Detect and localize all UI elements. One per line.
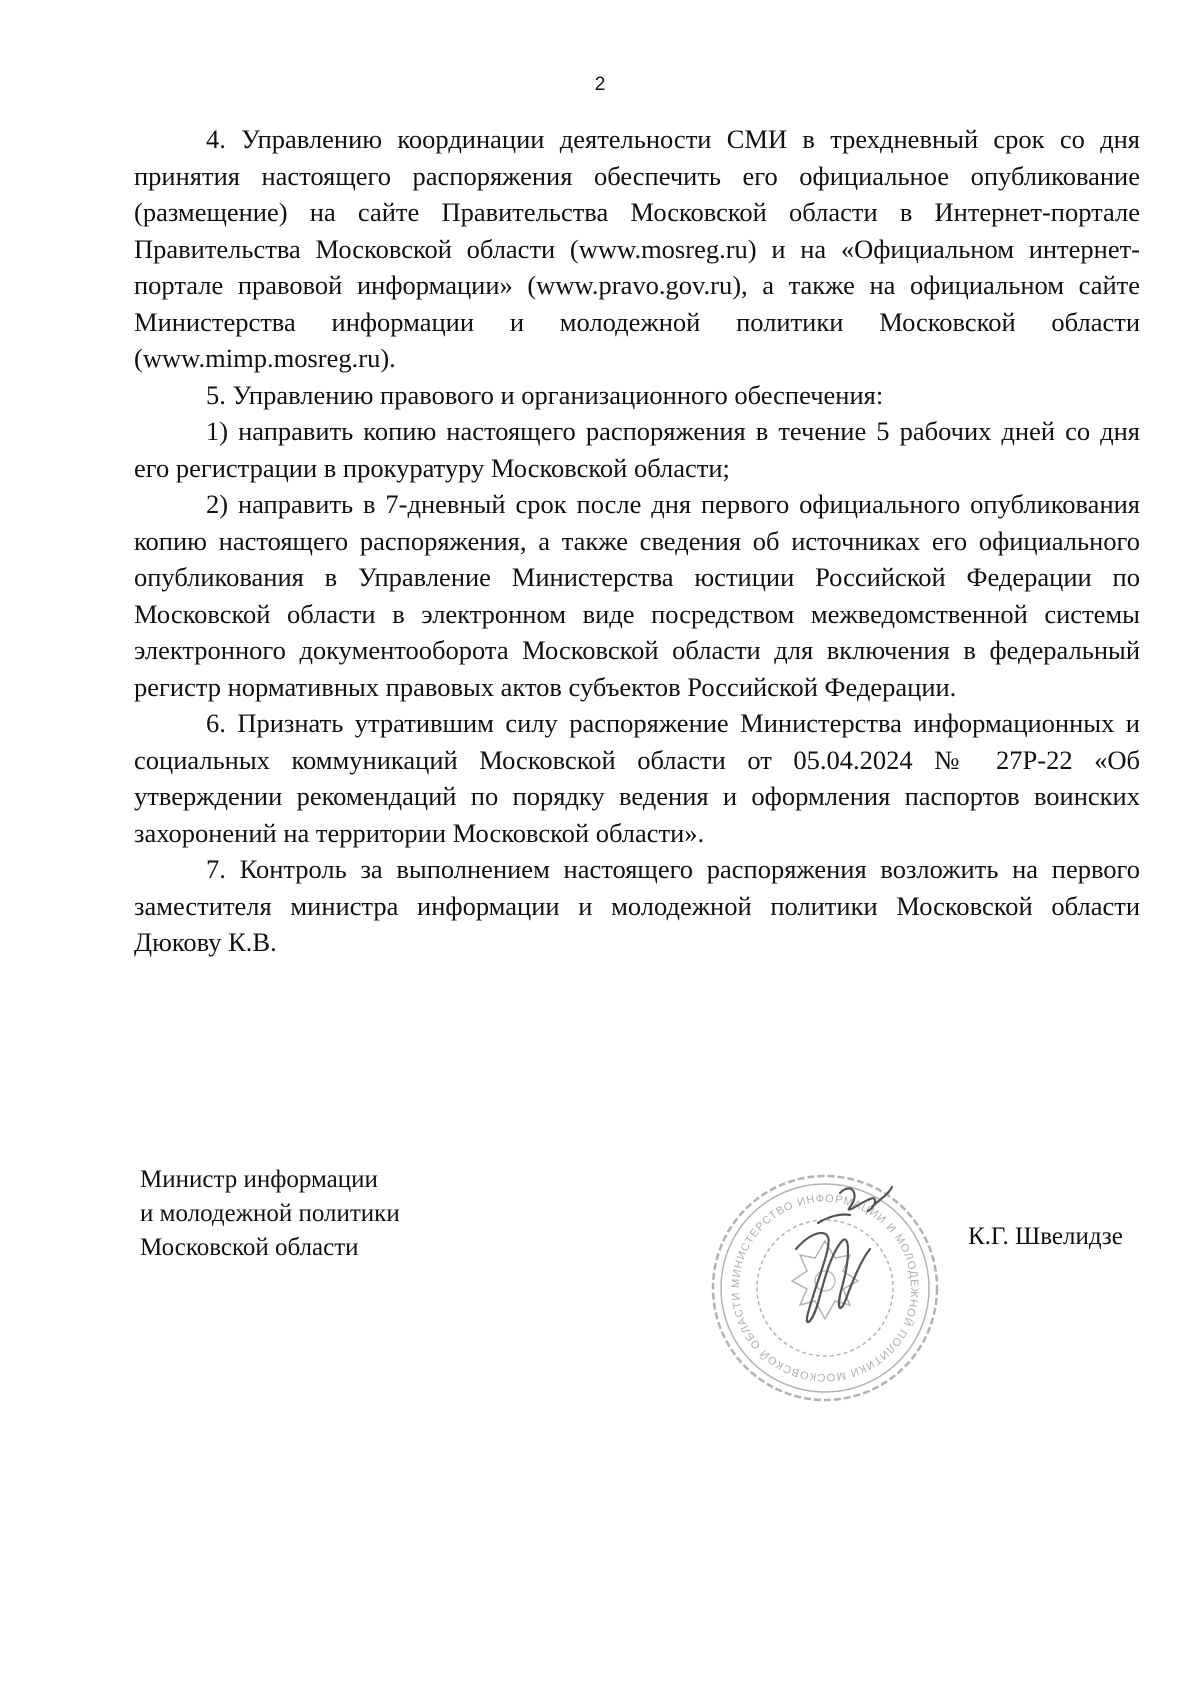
- signatory-title-line: Московской области: [140, 1234, 359, 1261]
- signatory-name: К.Г. Швелидзе: [968, 1223, 1123, 1250]
- stamp-ring-text-path: МИНИСТЕРСТВО ИНФОРМАЦИИ И МОЛОДЕЖНОЙ ПОЛИТИКИ МОСКОВСКОЙ ОБЛАСТИ: [729, 1192, 921, 1384]
- paragraph-7: 7. Контроль за выполнением настоящего распоряжения возложить на первого заместителя министра информации и молодежной политики Московской области Дюкову К.В.: [134, 854, 1140, 957]
- handwritten-signature: [796, 1187, 892, 1322]
- signatory-title-line: и молодежной политики: [140, 1200, 400, 1227]
- stamp-ring-text: [730, 1193, 920, 1383]
- signatory-title: [140, 1163, 400, 1265]
- paragraph-6: 6. Признать утратившим силу распоряжение Министерства информационных и социальных коммуникаций Московской области от 05.04.2024 № 27Р-22 «Об утверждении рекомендаций по порядку ведения и оформления паспортов воинских захоронений на территории Московской области».: [134, 708, 1140, 848]
- signatory-title-line: Министр информации: [140, 1166, 378, 1193]
- paragraph-5: 5. Управлению правового и организационного обеспечения:: [206, 379, 884, 410]
- paragraph-5-2: 2) направить в 7-дневный срок после дня первого официального опубликования копию настоящего распоряжения, а также сведения об источниках его официального опубликования в Управление Министерства юстиции Российской Федерации по Московской области в электронном виде посредством межведомственной системы электронного документооборота Московской области для включения в федеральный регистр нормативных правовых актов субъектов Российской Федерации.: [134, 489, 1140, 702]
- official-stamp: [700, 1163, 950, 1413]
- stamp-seal: [713, 1176, 937, 1400]
- page-number: 2: [594, 74, 606, 95]
- paragraph-4: 4. Управлению координации деятельности СМИ в трехдневный срок со дня принятия настоящего распоряжения обеспечить его официальное опубликование (размещение) на сайте Правительства Московской области в Интернет-портале Правительства Московской области (www.mosreg.ru) и на «Официальном интернет-портале правовой информации» (www.pravo.gov.ru), а также на официальном сайте Министерства информации и молодежной политики Московской области (www.mimp.mosreg.ru).: [134, 124, 1140, 373]
- paragraph-5-1: 1) направить копию настоящего распоряжения в течение 5 рабочих дней со дня его регистрации в прокуратуру Московской области;: [134, 416, 1140, 483]
- document-body: [134, 121, 1140, 961]
